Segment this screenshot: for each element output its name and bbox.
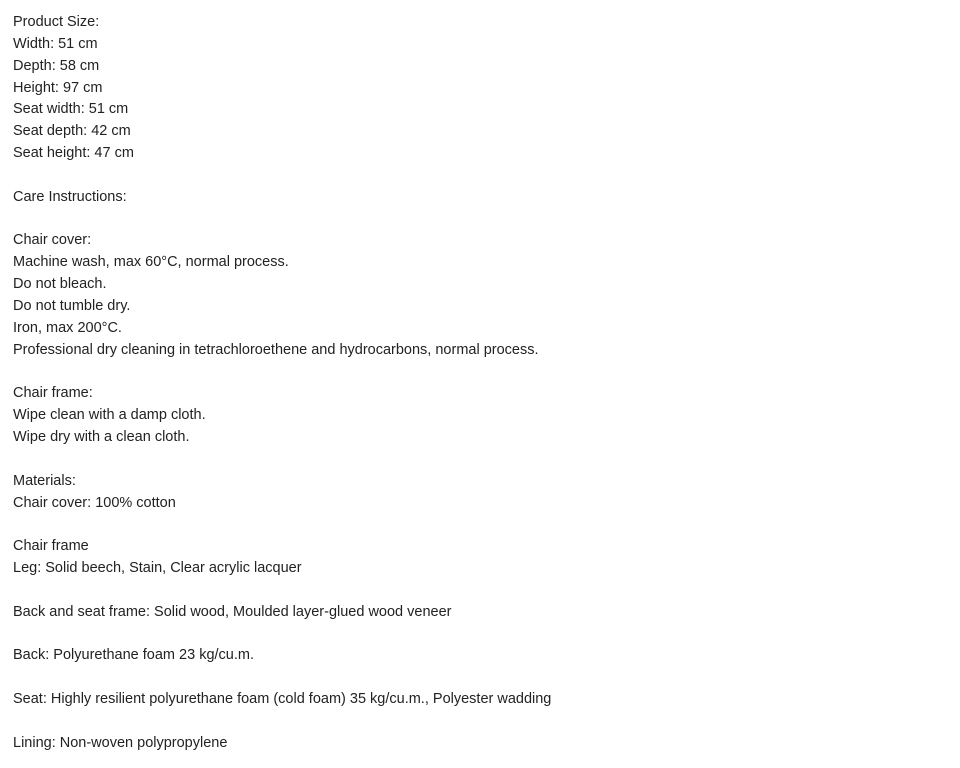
care-machine-wash-line: Machine wash, max 60°C, normal process. bbox=[13, 254, 289, 271]
care-instructions-heading: Care Instructions: bbox=[13, 188, 127, 205]
materials-chair-cover-line: Chair cover: 100% cotton bbox=[13, 494, 176, 511]
seat-height-line: Seat height: 47 cm bbox=[13, 145, 134, 162]
materials-heading: Materials: bbox=[13, 472, 76, 489]
blank-line bbox=[13, 667, 943, 689]
care-chair-frame-heading: Chair frame: bbox=[13, 385, 93, 402]
care-wipe-clean-line: Wipe clean with a damp cloth. bbox=[13, 407, 206, 424]
seat-depth-line: Seat depth: 42 cm bbox=[13, 123, 131, 140]
care-no-bleach-line: Do not bleach. bbox=[13, 276, 107, 293]
product-description-document bbox=[13, 12, 943, 755]
care-iron-line: Iron, max 200°C. bbox=[13, 319, 122, 336]
blank-line bbox=[13, 624, 943, 646]
materials-chair-frame-heading: Chair frame bbox=[13, 538, 89, 555]
blank-line bbox=[13, 449, 943, 471]
care-wipe-dry-line: Wipe dry with a clean cloth. bbox=[13, 429, 190, 446]
materials-seat-line: Seat: Highly resilient polyurethane foam (cold foam) 35 kg/cu.m., Polyester wadding bbox=[13, 691, 552, 708]
care-chair-cover-heading: Chair cover: bbox=[13, 232, 92, 249]
materials-back-line: Back: Polyurethane foam 23 kg/cu.m. bbox=[13, 647, 254, 664]
care-no-tumble-dry-line: Do not tumble dry. bbox=[13, 297, 131, 314]
materials-leg-line: Leg: Solid beech, Stain, Clear acrylic lacquer bbox=[13, 560, 302, 577]
materials-back-seat-frame-line: Back and seat frame: Solid wood, Moulded layer-glued wood veneer bbox=[13, 603, 452, 620]
blank-line bbox=[13, 514, 943, 536]
care-dry-cleaning-line: Professional dry cleaning in tetrachloroethene and hydrocarbons, normal process. bbox=[13, 341, 539, 358]
product-size-heading: Product Size: bbox=[13, 14, 100, 30]
height-line: Height: 97 cm bbox=[13, 79, 103, 96]
seat-width-line: Seat width: 51 cm bbox=[13, 101, 129, 118]
blank-line bbox=[13, 165, 943, 187]
depth-line: Depth: 58 cm bbox=[13, 57, 100, 74]
blank-line bbox=[13, 209, 943, 231]
blank-line bbox=[13, 362, 943, 384]
blank-line bbox=[13, 580, 943, 602]
width-line: Width: 51 cm bbox=[13, 35, 98, 52]
materials-lining-line: Lining: Non-woven polypropylene bbox=[13, 734, 228, 751]
blank-line bbox=[13, 711, 943, 733]
